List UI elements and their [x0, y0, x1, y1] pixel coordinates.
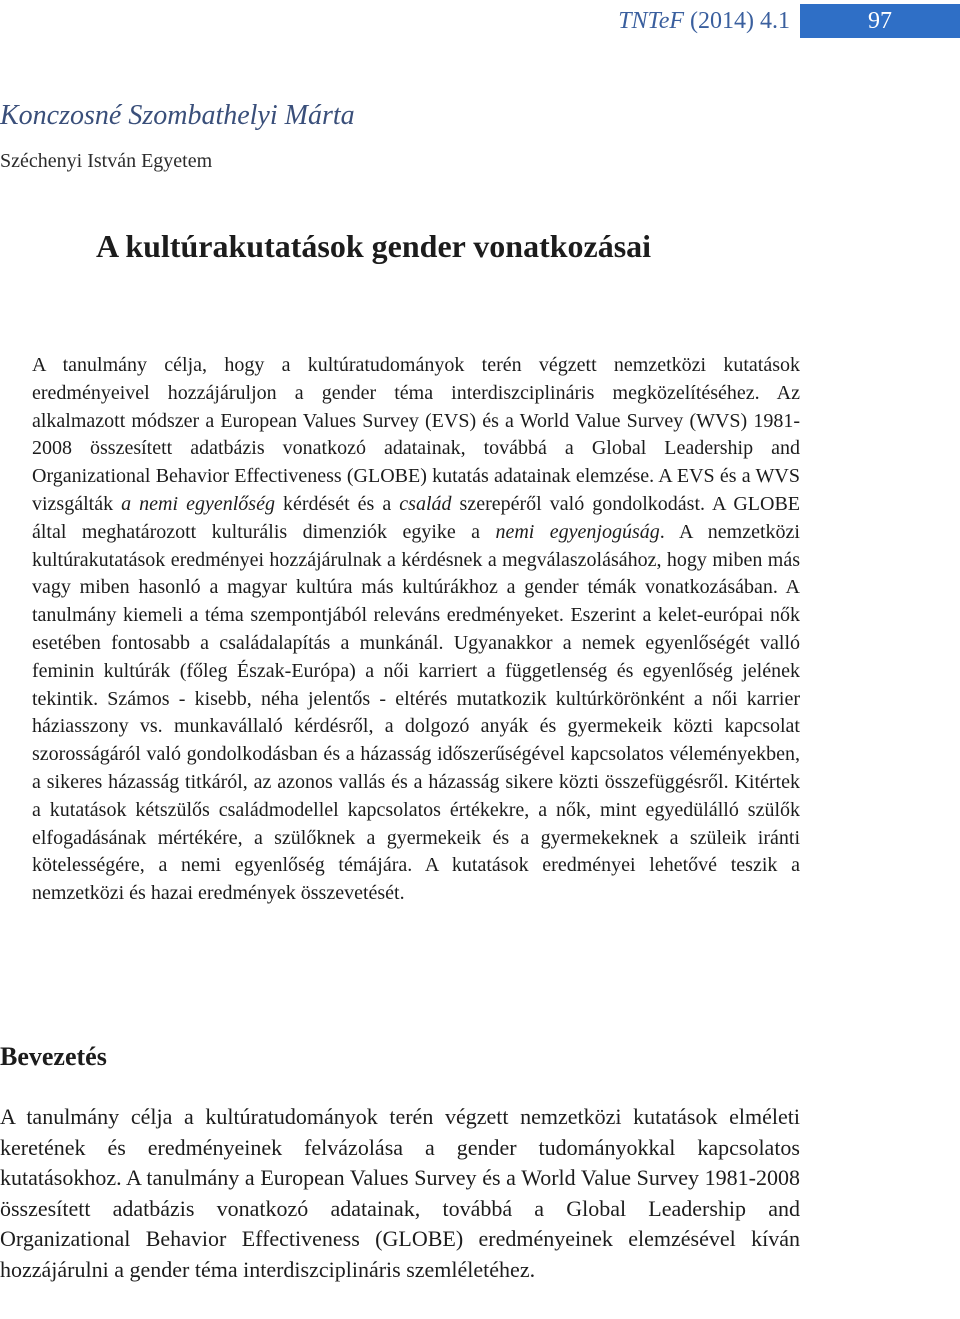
journal-header — [590, 4, 790, 38]
introduction-paragraph: A tanulmány célja a kultúratudományok terén végzett nemzetközi kutatások elméleti keretének és eredményeinek felvázolása a gender tudományokkal kapcsolatos kutatásokhoz. A tanulmány a European Values Survey és a World Value Survey 1981-2008 összesített adatbázis vonatkozó adatainak, továbbá a Global Leadership and Organizational Behavior Effectiveness (GLOBE) eredményeinek elemzésével kíván hozzájárulni a gender téma interdiszciplináris szemléletéhez. — [0, 1104, 800, 1282]
journal-issue: (2014) 4.1 — [690, 8, 790, 34]
author-name: Konczosné Szombathelyi Márta — [0, 100, 355, 131]
author-affiliation: Széchenyi István Egyetem — [0, 150, 213, 172]
abstract-text-1: A tanulmány célja, hogy a kultúratudományok terén végzett nemzetközi kutatások eredményeivel hozzájáruljon a gender téma interdiszciplináris megközelítéséhez. Az alkalmazott módszer a European Values Survey (EVS) és a World Value Survey (WVS) 1981-2008 összesített adatbázis vonatkozó adatainak, továbbá a Global Leadership and Organizational Behavior Effectiveness (GLOBE) kutatás adatainak elemzése. A EVS és a WVS vizsgálták — [32, 354, 800, 515]
page-number-badge — [800, 4, 960, 38]
abstract-text-4: . A nemzetközi kultúrakutatások eredményei hozzájárulnak a kérdésnek a megválaszolásához, hogy miben más vagy miben hasonló a magyar kultúra más kultúrákhoz a gender témák vonatkozásában. A tanulmány kiemeli a téma szempontjából releváns eredményeket. Eszerint a kelet-európai nők esetében fontosabb a családalapítás a munkánál. Ugyanakkor a nemek egyenlőségét valló feminin kultúrák (főleg Észak-Európa) a női karriert a függetlenség és egyenlőség jelének tekintik. Számos - kisebb, néha jelentős - eltérés mutatkozik kultúrkörönként a női karrier háziasszony vs. munkavállaló kérdésről, a dolgozó anyák és gyermekeik közti kapcsolat szorosságáról való gondolkodásban és a házasság időszerűségével kapcsolatos véleményekben, a sikeres házasság titkáról, az azonos vallás és a házasság sikere közti összefüggésről. Kitértek a kutatások kétszülős családmodellel kapcsolatos értékekre, a nők, mint egyedülálló szülők elfogadásának mértékére, a szülőknek a gyermekeik és a gyermekeknek a szüleik iránti kötelességére, a nemi egyenlőség témájára. A kutatások eredményei lehetővé teszik a nemzetközi és hazai eredmények összevetését. — [32, 520, 800, 905]
page-number: 97 — [868, 8, 892, 34]
abstract-emphasis-2: család — [399, 492, 452, 515]
paper-title: A kultúrakutatások gender vonatkozásai — [96, 228, 652, 264]
abstract-text-3: szerepéről való gondolkodást. A GLOBE által meghatározott kulturális dimenziók egyike a — [32, 492, 800, 543]
abstract-paragraph — [32, 352, 800, 908]
section-heading-introduction: Bevezetés — [0, 1042, 107, 1071]
journal-name: TNTeF — [618, 8, 685, 34]
abstract-emphasis-3: nemi egyenjogúság — [495, 520, 660, 543]
abstract-text-2: kérdését és a — [274, 492, 400, 515]
abstract-emphasis-1: a nemi egyenlőség — [121, 492, 275, 515]
